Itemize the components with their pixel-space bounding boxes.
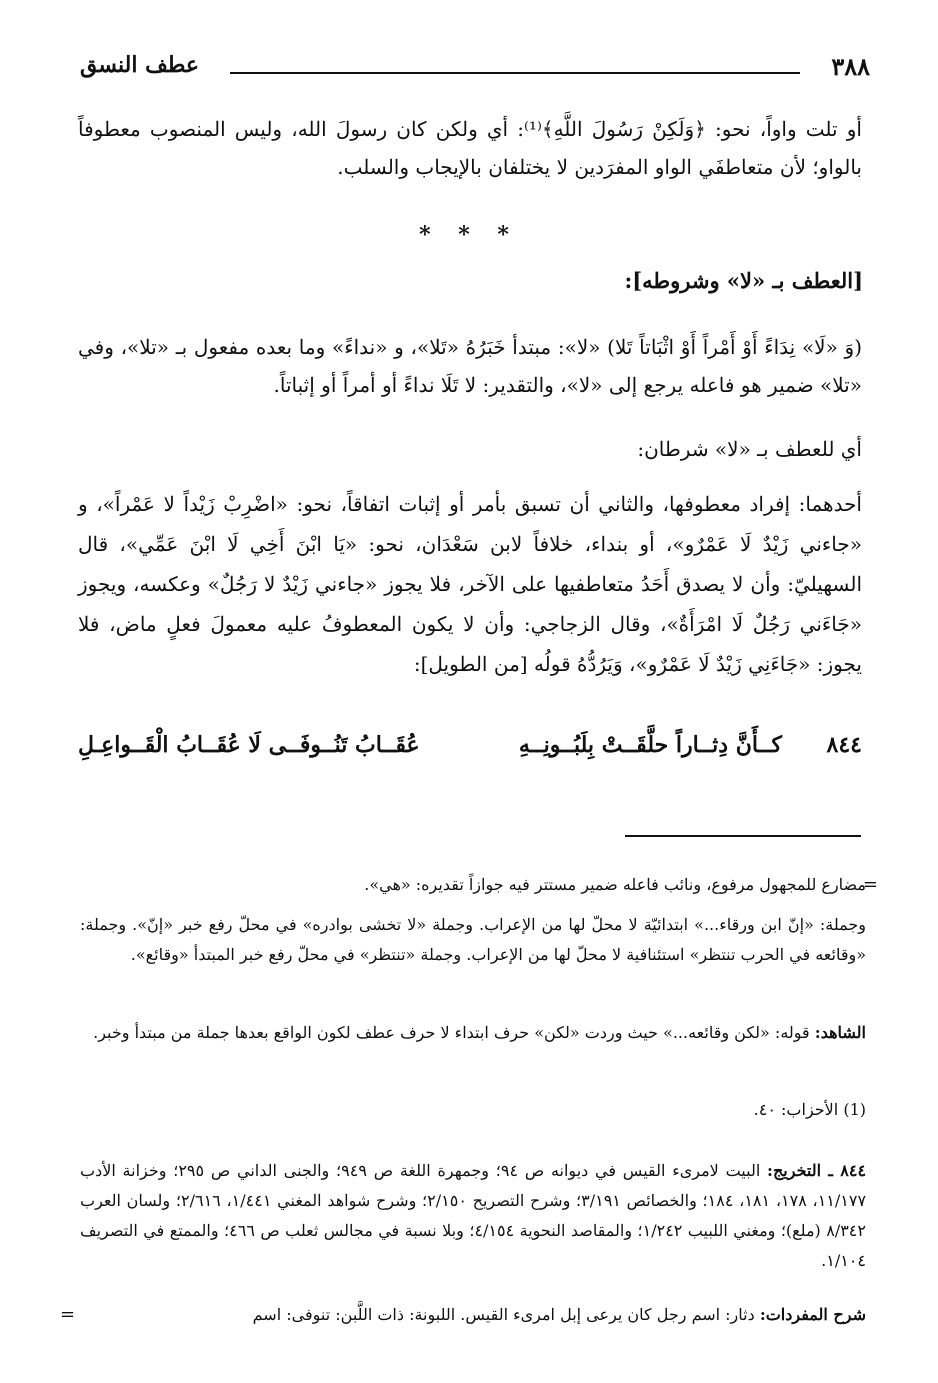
- takhrij-label: ٨٤٤ ـ التخريج:: [767, 1161, 867, 1180]
- footnote-1: (1) الأحزاب: ٤٠.: [753, 1100, 866, 1119]
- footnote-shahid: [80, 1018, 866, 1048]
- footnote-continuation-text: مضارع للمجهول مرفوع، ونائب فاعله ضمير مستتر فيه جوازاً تقديره: «هي».: [364, 875, 866, 894]
- verse-second-hemistich: عُقَــابُ تَنُــوفَــى لَا عُقَــابُ الْقَــواعِـلِ: [78, 732, 420, 758]
- running-title: عطف النسق: [80, 52, 200, 78]
- takhrij-text: البيت لامرىء القيس في ديوانه ص ٩٤؛ وجمهرة اللغة ص ٩٤٩؛ والجنى الداني ص ٢٩٥؛ وخزانة الأدب ١١/١٧٧، ١٧٨، ١٨١، ١٨٤؛ والخصائص ٣/١٩١؛ وشرح التصريح ٢/١٥٠؛ وشرح شواهد المغني ١/٤٤١، ٢/٦١٦؛ ولسان العرب ٨/٣٤٢ (ملع)؛ ومغني اللبيب ١/٢٤٢؛ والمقاصد النحوية ٤/١٥٤؛ وبلا نسبة في مجالس ثعلب ص ٤٦٦؛ والممتع في التصريف ١/١٠٤.: [80, 1161, 867, 1270]
- footnote-rule: [625, 835, 861, 837]
- verse-first-hemistich: كــأَنَّ دِثــاراً حلَّقَــتْ بِلَبُــونِــهِ: [518, 732, 782, 758]
- shahid-text: قوله: «لكن وقائعه...» حيث وردت «لكن» حرف ابتداء لا حرف عطف لكون الواقع بعدها جملة من مبتدأ وخبر.: [93, 1023, 810, 1042]
- poetry-verse: [78, 728, 862, 768]
- footnote-continuation: [80, 870, 878, 900]
- page-number: ٣٨٨: [831, 52, 870, 81]
- paragraph-two-conditions: أي للعطف بـ «لا» شرطان:: [637, 437, 862, 461]
- footnote-vocabulary: [60, 1300, 866, 1330]
- shahid-label: الشاهد:: [814, 1023, 866, 1042]
- footnote-takhrij: [80, 1156, 866, 1276]
- paragraph-conditions-detail: أحدهما: إفراد معطوفها، والثاني أن تسبق بأمر أو إثبات اتفاقاً، نحو: «اضْرِبْ زَيْداً لا عَمْراً»، و «جاءني زَيْدٌ لَا عَمْرٌو»، أو بنداء، خلافاً لابن سَعْدَان، نحو: «يَا ابْنَ أَخِي لَا ابْنَ عَمِّي»، قال السهيليّ: وأن لا يصدق أَحَدُ متعاطفيها على الآخر، فلا يجوز «جاءني زَيْدٌ لا رَجُلٌ» وعكسه، ويجوز «جَاءَني رَجُلٌ لَا امْرَأَةٌ»، وقال الزجاجي: وأن لا يكون المعطوفُ عليه معمولَ فعلٍ ماض، فلا يجوز: «جَاءَنِي زَيْدٌ لَا عَمْرٌو»، وَيَرُدُّهُ قولُه [من الطويل]:: [78, 492, 862, 676]
- page-header: [80, 52, 870, 92]
- section-separator: * * *: [419, 222, 519, 248]
- verse-number: ٨٤٤: [826, 732, 862, 758]
- paragraph-lakin-example: أو تلت واواً، نحو: ﴿وَلَكِنْ رَسُولَ اللَّهِ﴾⁽¹⁾: أي ولكن كان رسولَ الله، وليس المنصوب معطوفاً بالواو؛ لأن متعاطفَي الواو المفرَدين لا يختلفان بالإيجاب والسلب.: [78, 117, 862, 179]
- vocab-text: دثار: اسم رجل كان يرعى إبل امرىء القيس. اللبونة: ذات اللَّبن: تنوفى: اسم: [252, 1305, 755, 1324]
- header-rule: [230, 72, 800, 74]
- section-heading: [العطف بـ «لا» وشروطه]:: [624, 268, 863, 293]
- vocab-label: شرح المفردات:: [759, 1305, 866, 1324]
- footnote-sentence-analysis: وجملة: «إنّ ابن ورقاء...» ابتدائيّة لا محلّ لها من الإعراب. وجملة «لا تخشى بوادره» في محلّ رفع خبر «إنّ». وجملة: «وقائعه في الحرب تنتظر» استئنافية لا محلّ لها من الإعراب. وجملة «تنتظر» في محلّ رفع خبر المبتدأ «وقائع».: [80, 915, 866, 964]
- continuation-mark: =: [862, 874, 878, 895]
- paragraph-alfiya-line: (وَ «لَا» نِدَاءً أَوْ أَمْراً أَوْ اثْبَاتاً تَلا) «لا»: مبتدأ خَبَرُهُ «تَلا»، و «نداءً» وما بعده مفعول بـ «تلا»، وفي «تلا» ضمير هو فاعله يرجع إلى «لا»، والتقدير: لا تَلَا نداءً أو أمراً أو إثباتاً.: [78, 335, 862, 397]
- vocab-continuation-mark: =: [60, 1304, 76, 1325]
